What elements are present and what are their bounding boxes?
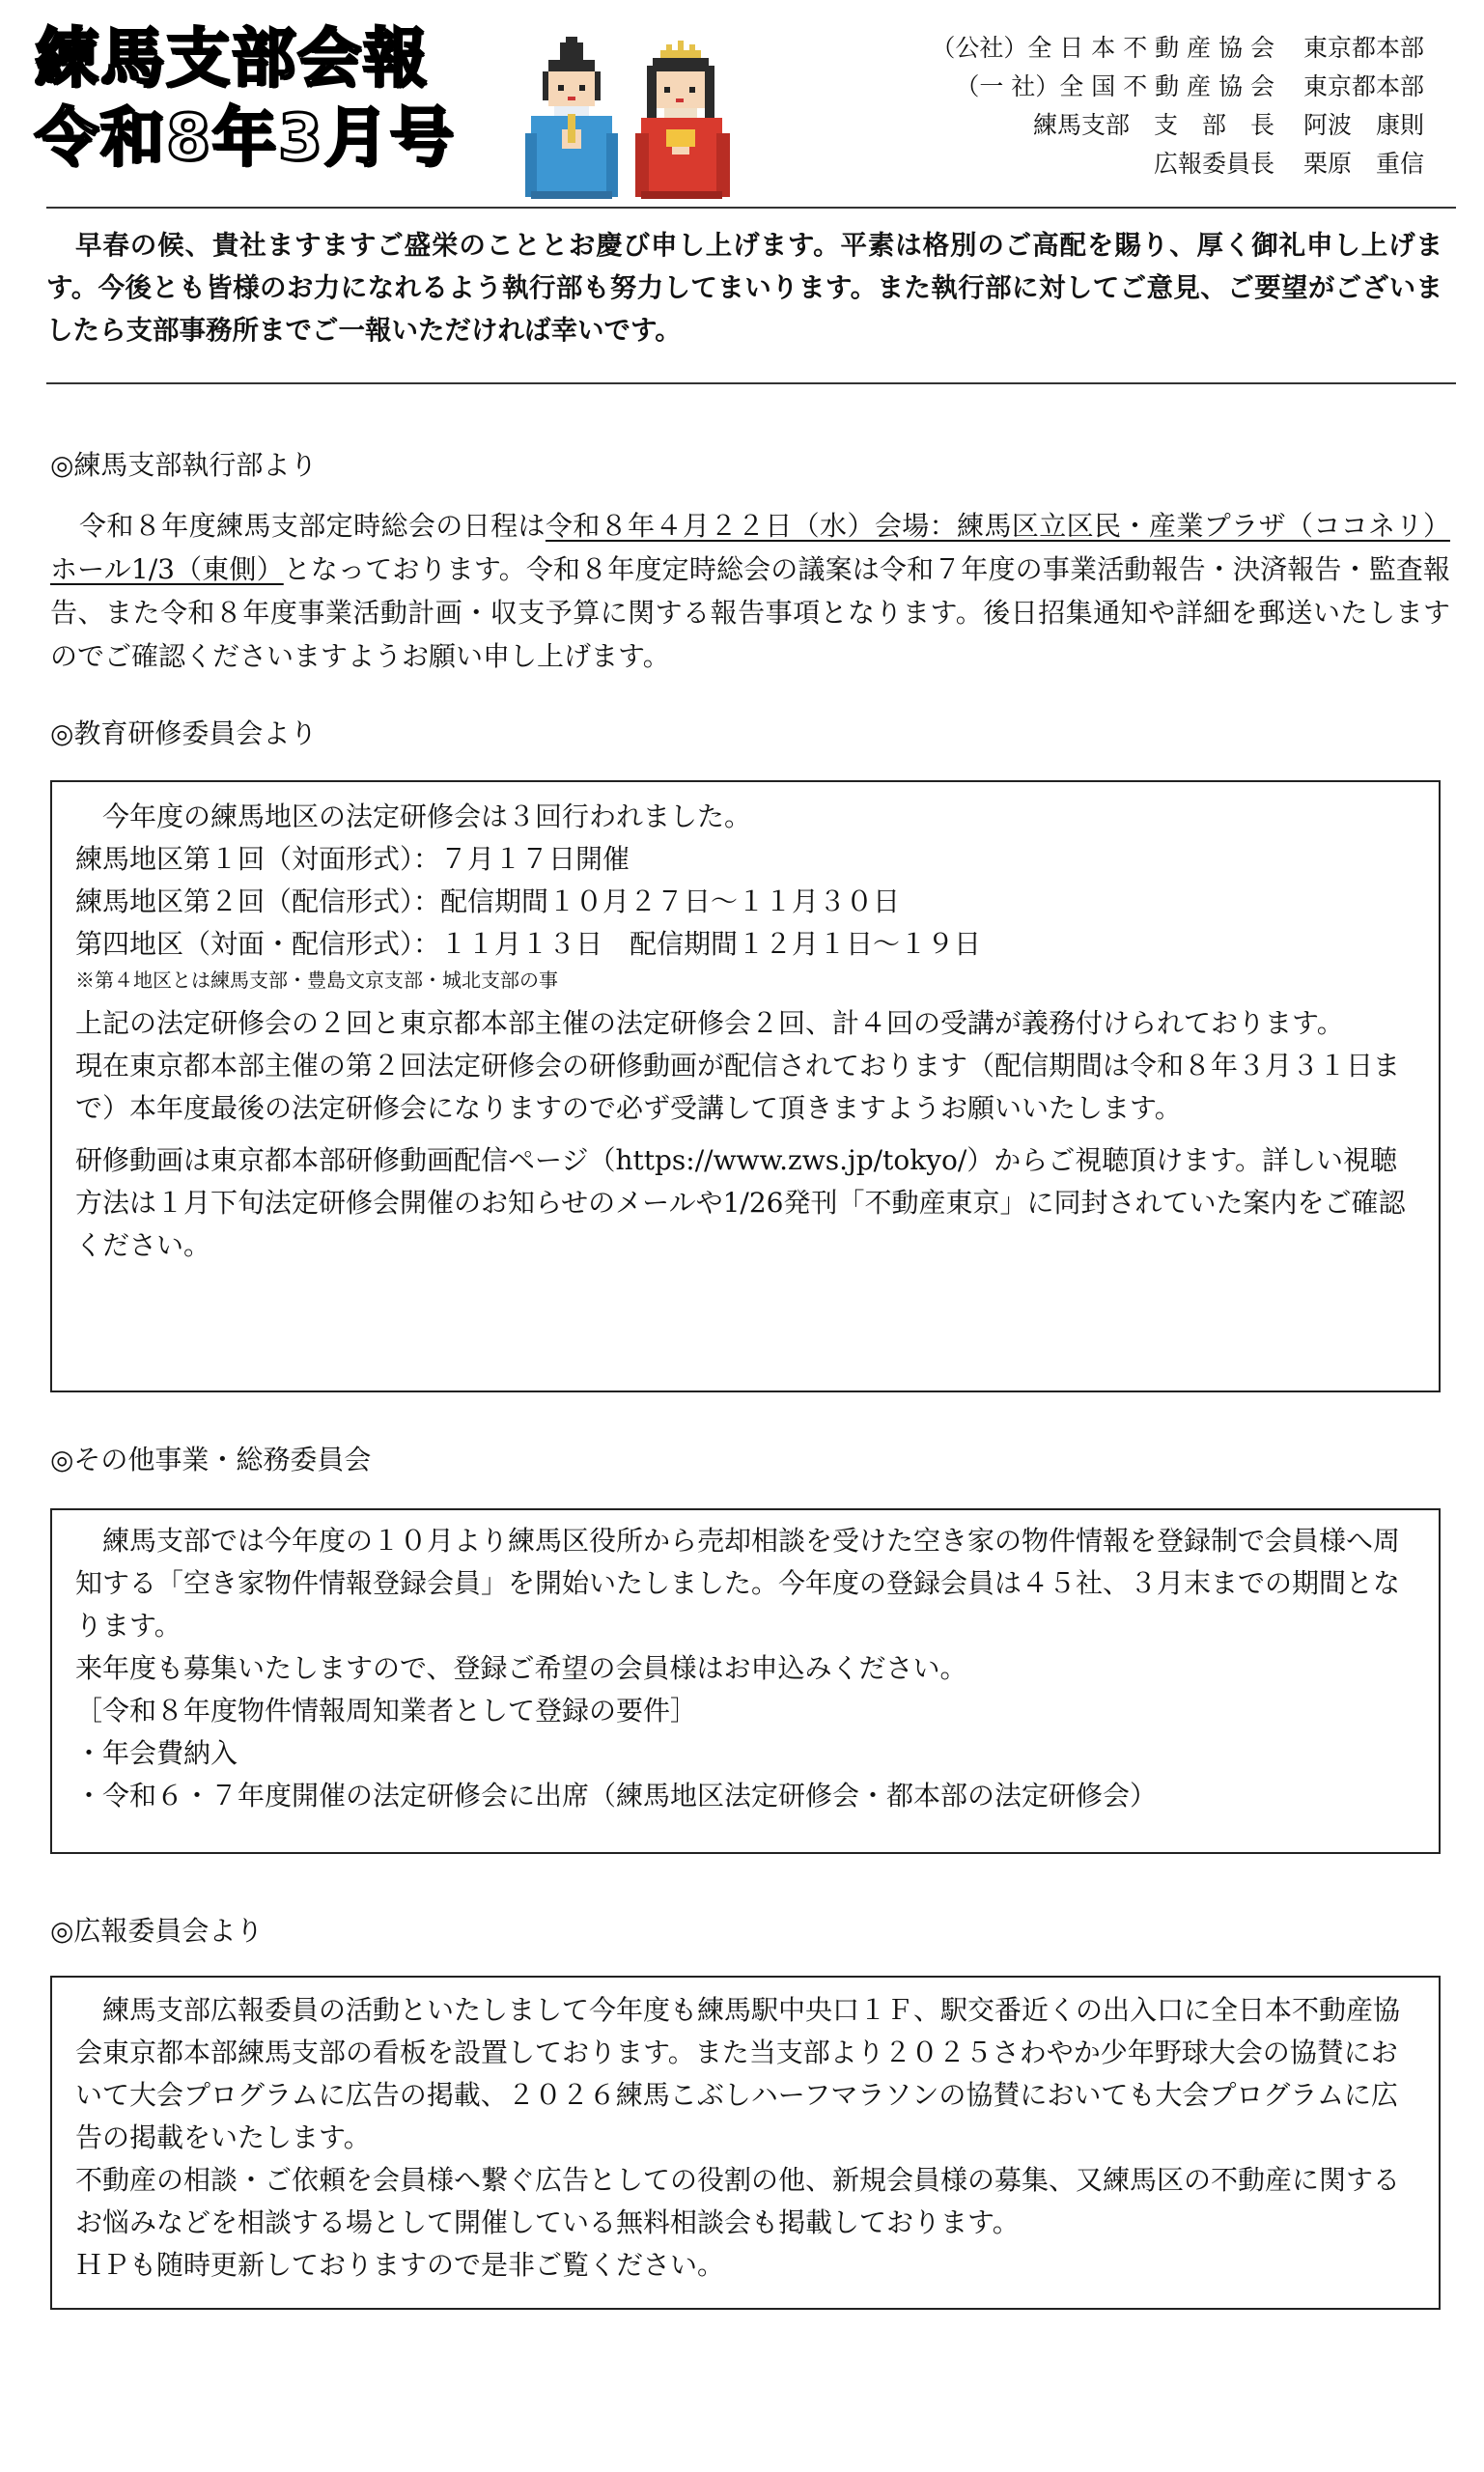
section-heading-executive: ◎練馬支部執行部より bbox=[50, 449, 318, 481]
education-paragraph: 研修動画は東京都本部研修動画配信ページ（https://www.zws.jp/tokyo/）からご視聴頂けます。詳しい視聴方法は１月下旬法定研修会開催のお知らせのメールや1/26発刊「不動産東京」に同封されていた案内をご確認ください。 bbox=[75, 1144, 1406, 1261]
education-paragraph: 上記の法定研修会の２回と東京都本部主催の法定研修会２回、計４回の受講が義務付けられております。 bbox=[75, 1007, 1344, 1039]
requirement-item: ・年会費納入 bbox=[75, 1737, 238, 1769]
section-heading-other: ◎その他事業・総務委員会 bbox=[50, 1444, 372, 1475]
footnote: ※第４地区とは練馬支部・豊島文京支部・城北支部の事 bbox=[75, 969, 558, 992]
schedule-line: 練馬地区第１回（対面形式）：７月１７日開催 bbox=[75, 843, 630, 875]
requirement-item: ・令和６・７年度開催の法定研修会に出席（練馬地区法定研修会・都本部の法定研修会） bbox=[75, 1780, 1158, 1812]
organization-info bbox=[879, 29, 1458, 183]
ohina-doll-icon bbox=[635, 41, 730, 199]
schedule-line: 第四地区（対面・配信形式）：１１月１３日 配信期間１２月１日～１９日 bbox=[75, 928, 982, 960]
pr-box bbox=[50, 1976, 1441, 2310]
pr-paragraph: 不動産の相談・ご依頼を会員様へ繋ぐ広告としての役割の他、新規会員様の募集、又練馬区の不動産に関するお悩みなどを相談する場として開催している無料相談会も掲載しております。 bbox=[75, 2164, 1401, 2238]
education-box bbox=[50, 780, 1441, 1392]
section-heading-pr: ◎広報委員会より bbox=[50, 1915, 264, 1947]
org-row: （公社）全 日 本 不 動 産 協 会 東京都本部 bbox=[931, 34, 1425, 62]
divider bbox=[46, 207, 1456, 209]
other-paragraph: 来年度も募集いたしますので、登録ご希望の会員様はお申込みください。 bbox=[75, 1652, 967, 1684]
org-row: （一 社）全 国 不 動 産 協 会 東京都本部 bbox=[955, 72, 1425, 100]
divider bbox=[46, 382, 1456, 384]
newsletter-issue: 令和8年3月号 bbox=[35, 100, 456, 175]
other-box bbox=[50, 1508, 1441, 1854]
education-paragraph: 現在東京都本部主催の第２回法定研修会の研修動画が配信されております（配信期間は令和８年３月３１日まで）本年度最後の法定研修会になりますので必ず受講して頂きますようお願いいたします。 bbox=[75, 1050, 1401, 1124]
requirements-heading: ［令和８年度物件情報周知業者として登録の要件］ bbox=[75, 1695, 698, 1727]
education-intro: 今年度の練馬地区の法定研修会は３回行われました。 bbox=[102, 801, 752, 832]
other-paragraph: 練馬支部では今年度の１０月より練馬区役所から売却相談を受けた空き家の物件情報を登録制で会員様へ周知する「空き家物件情報登録会員」を開始いたしました。今年度の登録会員は４５社、３月末までの期間となります。 bbox=[75, 1525, 1401, 1642]
org-row: 練馬支部 支 部 長 阿波 康則 bbox=[1032, 111, 1425, 139]
section-heading-education: ◎教育研修委員会より bbox=[50, 717, 318, 749]
greeting-text: 早春の候、貴社ますますご盛栄のこととお慶び申し上げます。平素は格別のご高配を賜り、厚く御礼申し上げます。今後とも皆様のお力になれるよう執行部も努力してまいります。また執行部に対してご意見、ご要望がございましたら支部事務所までご一報いただければ幸いです。 bbox=[46, 230, 1442, 346]
header bbox=[29, 17, 1458, 191]
executive-text: 令和８年度練馬支部定時総会の日程は令和８年４月２２日（水）会場：練馬区立区民・産業プラザ（ココネリ）ホール1/3（東側）となっております。令和８年度定時総会の議案は令和７年度の事業活動報告・決済報告・監査報告、また令和８年度事業活動計画・収支予算に関する報告事項となります。後日招集通知や詳細を郵送いたしますのでご確認くださいますようお願い申し上げます。 bbox=[50, 510, 1450, 672]
pr-paragraph: 練馬支部広報委員の活動といたしまして今年度も練馬駅中央口１Ｆ、駅交番近くの出入口に全日本不動産協会東京都本部練馬支部の看板を設置しております。また当支部より２０２５さわやか少年野球大会の協賛において大会プログラムに広告の掲載、２０２６練馬こぶしハーフマラソンの協賛においても大会プログラムに広告の掲載をいたします。 bbox=[75, 1994, 1401, 2153]
org-row: 広報委員長 栗原 重信 bbox=[1153, 150, 1425, 178]
pr-paragraph: ＨＰも随時更新しておりますので是非ご覧ください。 bbox=[75, 2249, 725, 2281]
schedule-line: 練馬地区第２回（配信形式）：配信期間１０月２７日～１１月３０日 bbox=[75, 885, 901, 917]
odairi-doll-icon bbox=[525, 37, 618, 199]
hina-dolls-illustration bbox=[519, 37, 734, 201]
newsletter-title: 練馬支部会報 bbox=[35, 21, 429, 96]
